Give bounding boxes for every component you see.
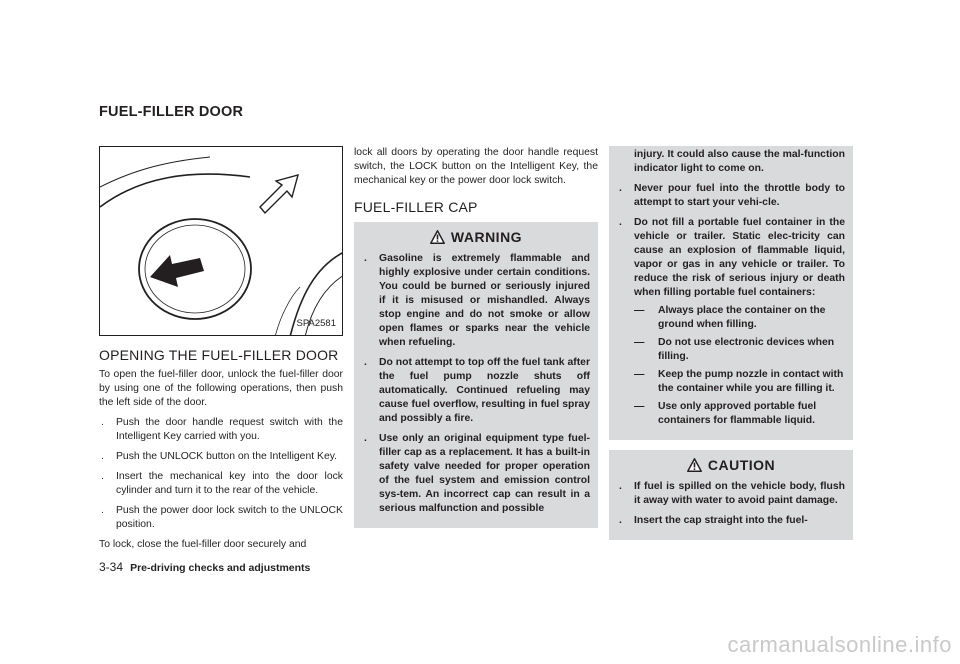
list-item: . If fuel is spilled on the vehicle body, flush it away with water to avoid paint damage. (619, 481, 845, 506)
list-item: . Insert the mechanical key into the door lock cylinder and turn it to the rear of the vehicle. (101, 471, 343, 496)
fuel-door-illustration (100, 147, 343, 336)
warning-bullet-list-2 (617, 182, 845, 428)
caution-triangle-icon (687, 458, 702, 472)
list-item: . Push the door handle request switch with the Intelligent Key carried with you. (101, 417, 343, 442)
caution-box (609, 450, 853, 540)
footer-section-title: Pre-driving checks and adjustments (130, 562, 311, 574)
lock-text-start: To lock, close the fuel-filler door securely and (99, 539, 307, 550)
fuel-door-figure (99, 146, 343, 336)
warning-continued-text: injury. It could also cause the mal-function indicator light to come on. (634, 149, 845, 174)
column-2 (354, 146, 598, 528)
list-item: . Insert the cap straight into the fuel- (619, 515, 808, 526)
list-item: . Do not attempt to top off the fuel tank after the fuel pump nozzle shuts off automatically. Continued refueling may cause fuel overflow, resulting in fuel spray and possibly a fire. (364, 357, 590, 424)
list-item: . Gasoline is extremely flammable and highly explosive under certain conditions. You could be burned or seriously injured if it is misused or mishandled. Always stop engine and do not smoke or allow open flames or sparks near the vehicle when refueling. (364, 253, 590, 348)
warning-triangle-icon (430, 230, 445, 244)
list-item: . Never pour fuel into the throttle body to attempt to start your vehi-cle. (619, 183, 845, 208)
column-3 (609, 146, 853, 540)
warning-heading: WARNING (362, 230, 590, 244)
lock-text-cont: lock all doors by operating the door handle request switch, the LOCK button on the Intelligent Key, the mechanical key or the power door lock switch. (354, 147, 598, 186)
caution-heading: CAUTION (617, 458, 845, 472)
list-item: . Push the UNLOCK button on the Intelligent Key. (101, 451, 338, 462)
page-footer (99, 560, 310, 574)
dash-item: — Do not use electronic devices when filling. (634, 337, 835, 362)
opening-intro: To open the fuel-filler door, unlock the fuel-filler door by using one of the following operations, then push the left side of the door. (99, 369, 343, 408)
list-item: . Use only an original equipment type fuel-filler cap as a replacement. It has a built-in safety valve needed for proper operation of the fuel system and emission control sys-tem. An incorrect cap can result in a serious malfunction and possible (364, 433, 590, 514)
figure-code: SPA2581 (296, 318, 336, 329)
page-number: 3-34 (99, 560, 124, 574)
caution-bullet-list (617, 480, 845, 528)
warning-box (354, 222, 598, 528)
list-item: . Do not fill a portable fuel container in the vehicle or trailer. Static elec-tricity can cause an explosion of flammable liquid, vapor or gas in any vehicle or trailer. To reduce the risk of serious injury or death when filling portable fuel containers: — Always place the container on the ground when filling. — Do not use electronic devices when filling. — Keep the pump nozzle in contact with the container while you are filling it. — Use only approved portable fuel containers for flammable liquid. (619, 217, 845, 426)
opening-bullet-list (99, 416, 343, 532)
opening-heading: OPENING THE FUEL-FILLER DOOR (99, 347, 339, 363)
warning-box-continued (609, 146, 853, 440)
list-item: . Push the power door lock switch to the UNLOCK position. (101, 505, 343, 530)
dash-item: — Use only approved portable fuel containers for flammable liquid. (634, 401, 817, 426)
cap-heading: FUEL-FILLER CAP (354, 199, 478, 215)
warning-bullet-list (362, 252, 590, 516)
dash-item: — Keep the pump nozzle in contact with the container while you are filling it. (634, 369, 844, 394)
watermark: carmanualsonline.info (727, 632, 952, 657)
dash-list (634, 304, 845, 428)
column-1 (99, 146, 343, 558)
page-title: FUEL-FILLER DOOR (99, 104, 244, 120)
dash-item: — Always place the container on the ground when filling. (634, 305, 826, 330)
